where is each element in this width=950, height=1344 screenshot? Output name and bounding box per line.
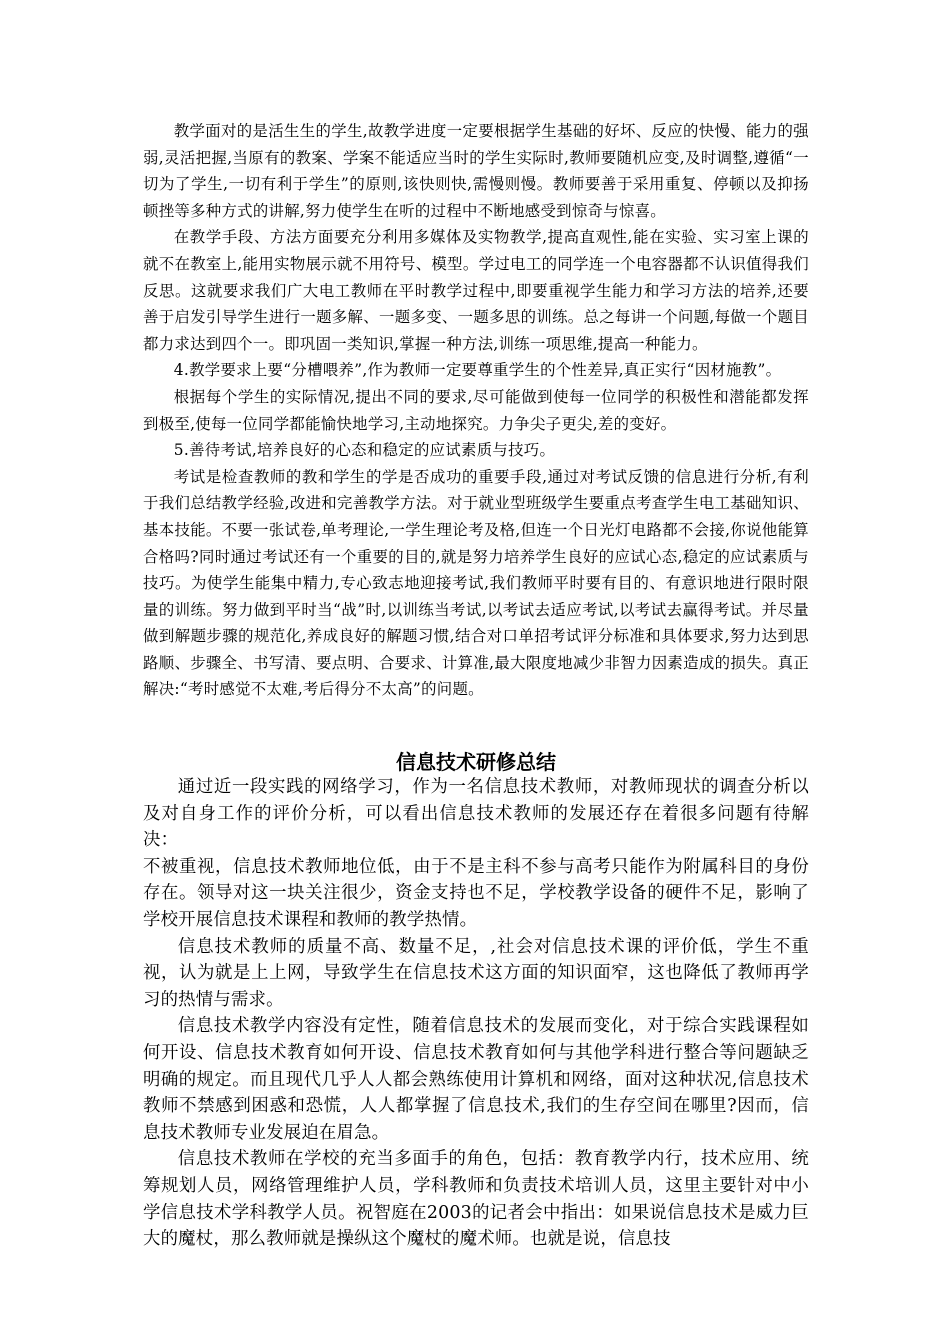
document-title: 信息技术研修总结: [396, 750, 556, 774]
article-section-it-summary: [143, 774, 809, 1253]
article-section-teaching: [143, 118, 809, 703]
paragraph: 考试是检查教师的教和学生的学是否成功的重要手段,通过对考试反馈的信息进行分析,有利于我们总结教学经验,改进和完善教学方法。对于就业型班级学生要重点考查学生电工基础知识、基本技能。不要一张试卷,单考理论,一学生理论考及格,但连一个日光灯电路都不会接,你说他能算合格吗?同时通过考试还有一个重要的目的,就是努力培养学生良好的应试心态,稳定的应试素质与技巧。为使学生能集中精力,专心致志地迎接考试,我们教师平时要有目的、有意识地进行限时限量的训练。努力做到平时当“战”时,以训练当考试,以考试去适应考试,以考试去赢得考试。并尽量做到解题步骤的规范化,养成良好的解题习惯,结合对口单招考试评分标准和具体要求,努力达到思路顺、步骤全、书写清、要点明、合要求、计算准,最大限度地减少非智力因素造成的损失。真正解决:“考时感觉不太难,考后得分不太高”的问题。: [143, 467, 809, 699]
paragraph: 信息技术教师的质量不高、数量不足，,社会对信息技术课的评价低，学生不重视，认为就是上上网，导致学生在信息技术这方面的知识面窄，这也降低了教师再学习的热情与需求。: [143, 936, 809, 1010]
paragraph: 4.教学要求上要“分槽喂养”,作为教师一定要尊重学生的个性差异,真正实行“因材施教”。: [173, 361, 782, 380]
paragraph: 信息技术教师在学校的充当多面手的角色，包括：教育教学内行，技术应用、统筹规划人员，网络管理维护人员，学科教师和负责技术培训人员，这里主要针对中小学信息技术学科教学人员。祝智庭在2003的记者会中指出：如果说信息技术是威力巨大的魔杖，那么教师就是操纵这个魔杖的魔术师。也就是说，信息技: [143, 1149, 809, 1250]
paragraph: 通过近一段实践的网络学习，作为一名信息技术教师，对教师现状的调查分析以及对自身工作的评价分析，可以看出信息技术教师的发展还存在着很多问题有待解决：: [143, 777, 809, 851]
paragraph: 信息技术教学内容没有定性，随着信息技术的发展而变化，对于综合实践课程如何开设、信息技术教育如何开设、信息技术教育如何与其他学科进行整合等问题缺乏明确的规定。而且现代几乎人人都会熟练使用计算机和网络，面对这种状况,信息技术教师不禁感到困惑和恐慌，人人都掌握了信息技术,我们的生存空间在哪里?因而，信息技术教师专业发展迫在眉急。: [143, 1016, 809, 1143]
paragraph: 教学面对的是活生生的学生,故教学进度一定要根据学生基础的好坏、反应的快慢、能力的强弱,灵活把握,当原有的教案、学案不能适应当时的学生实际时,教师要随机应变,及时调整,遵循“一切为了学生,一切有利于学生”的原则,该快则快,需慢则慢。教师要善于采用重复、停顿以及抑扬顿挫等多种方式的讲解,努力使学生在听的过程中不断地感受到惊奇与惊喜。: [143, 122, 809, 220]
paragraph: 在教学手段、方法方面要充分利用多媒体及实物教学,提高直观性,能在实验、实习室上课的就不在教室上,能用实物展示就不用符号、模型。学过电工的同学连一个电容器都不认识值得我们反思。这就要求我们广大电工教师在平时教学过程中,即要重视学生能力和学习方法的培养,还要善于启发引导学生进行一题多解、一题多变、一题多思的训练。总之每讲一个问题,每做一个题目都力求达到四个一。即巩固一类知识,掌握一种方法,训练一项思维,提高一种能力。: [143, 228, 809, 353]
paragraph: 不被重视，信息技术教师地位低，由于不是主科不参与高考只能作为附属科目的身份存在。领导对这一块关注很少，资金支持也不足，学校教学设备的硬件不足，影响了学校开展信息技术课程和教师的教学热情。: [143, 856, 809, 930]
paragraph: 根据每个学生的实际情况,提出不同的要求,尽可能做到使每一位同学的积极性和潜能都发挥到极至,使每一位同学都能愉快地学习,主动地探究。力争尖子更尖,差的变好。: [143, 387, 809, 433]
paragraph: 5.善待考试,培养良好的心态和稳定的应试素质与技巧。: [173, 441, 556, 460]
